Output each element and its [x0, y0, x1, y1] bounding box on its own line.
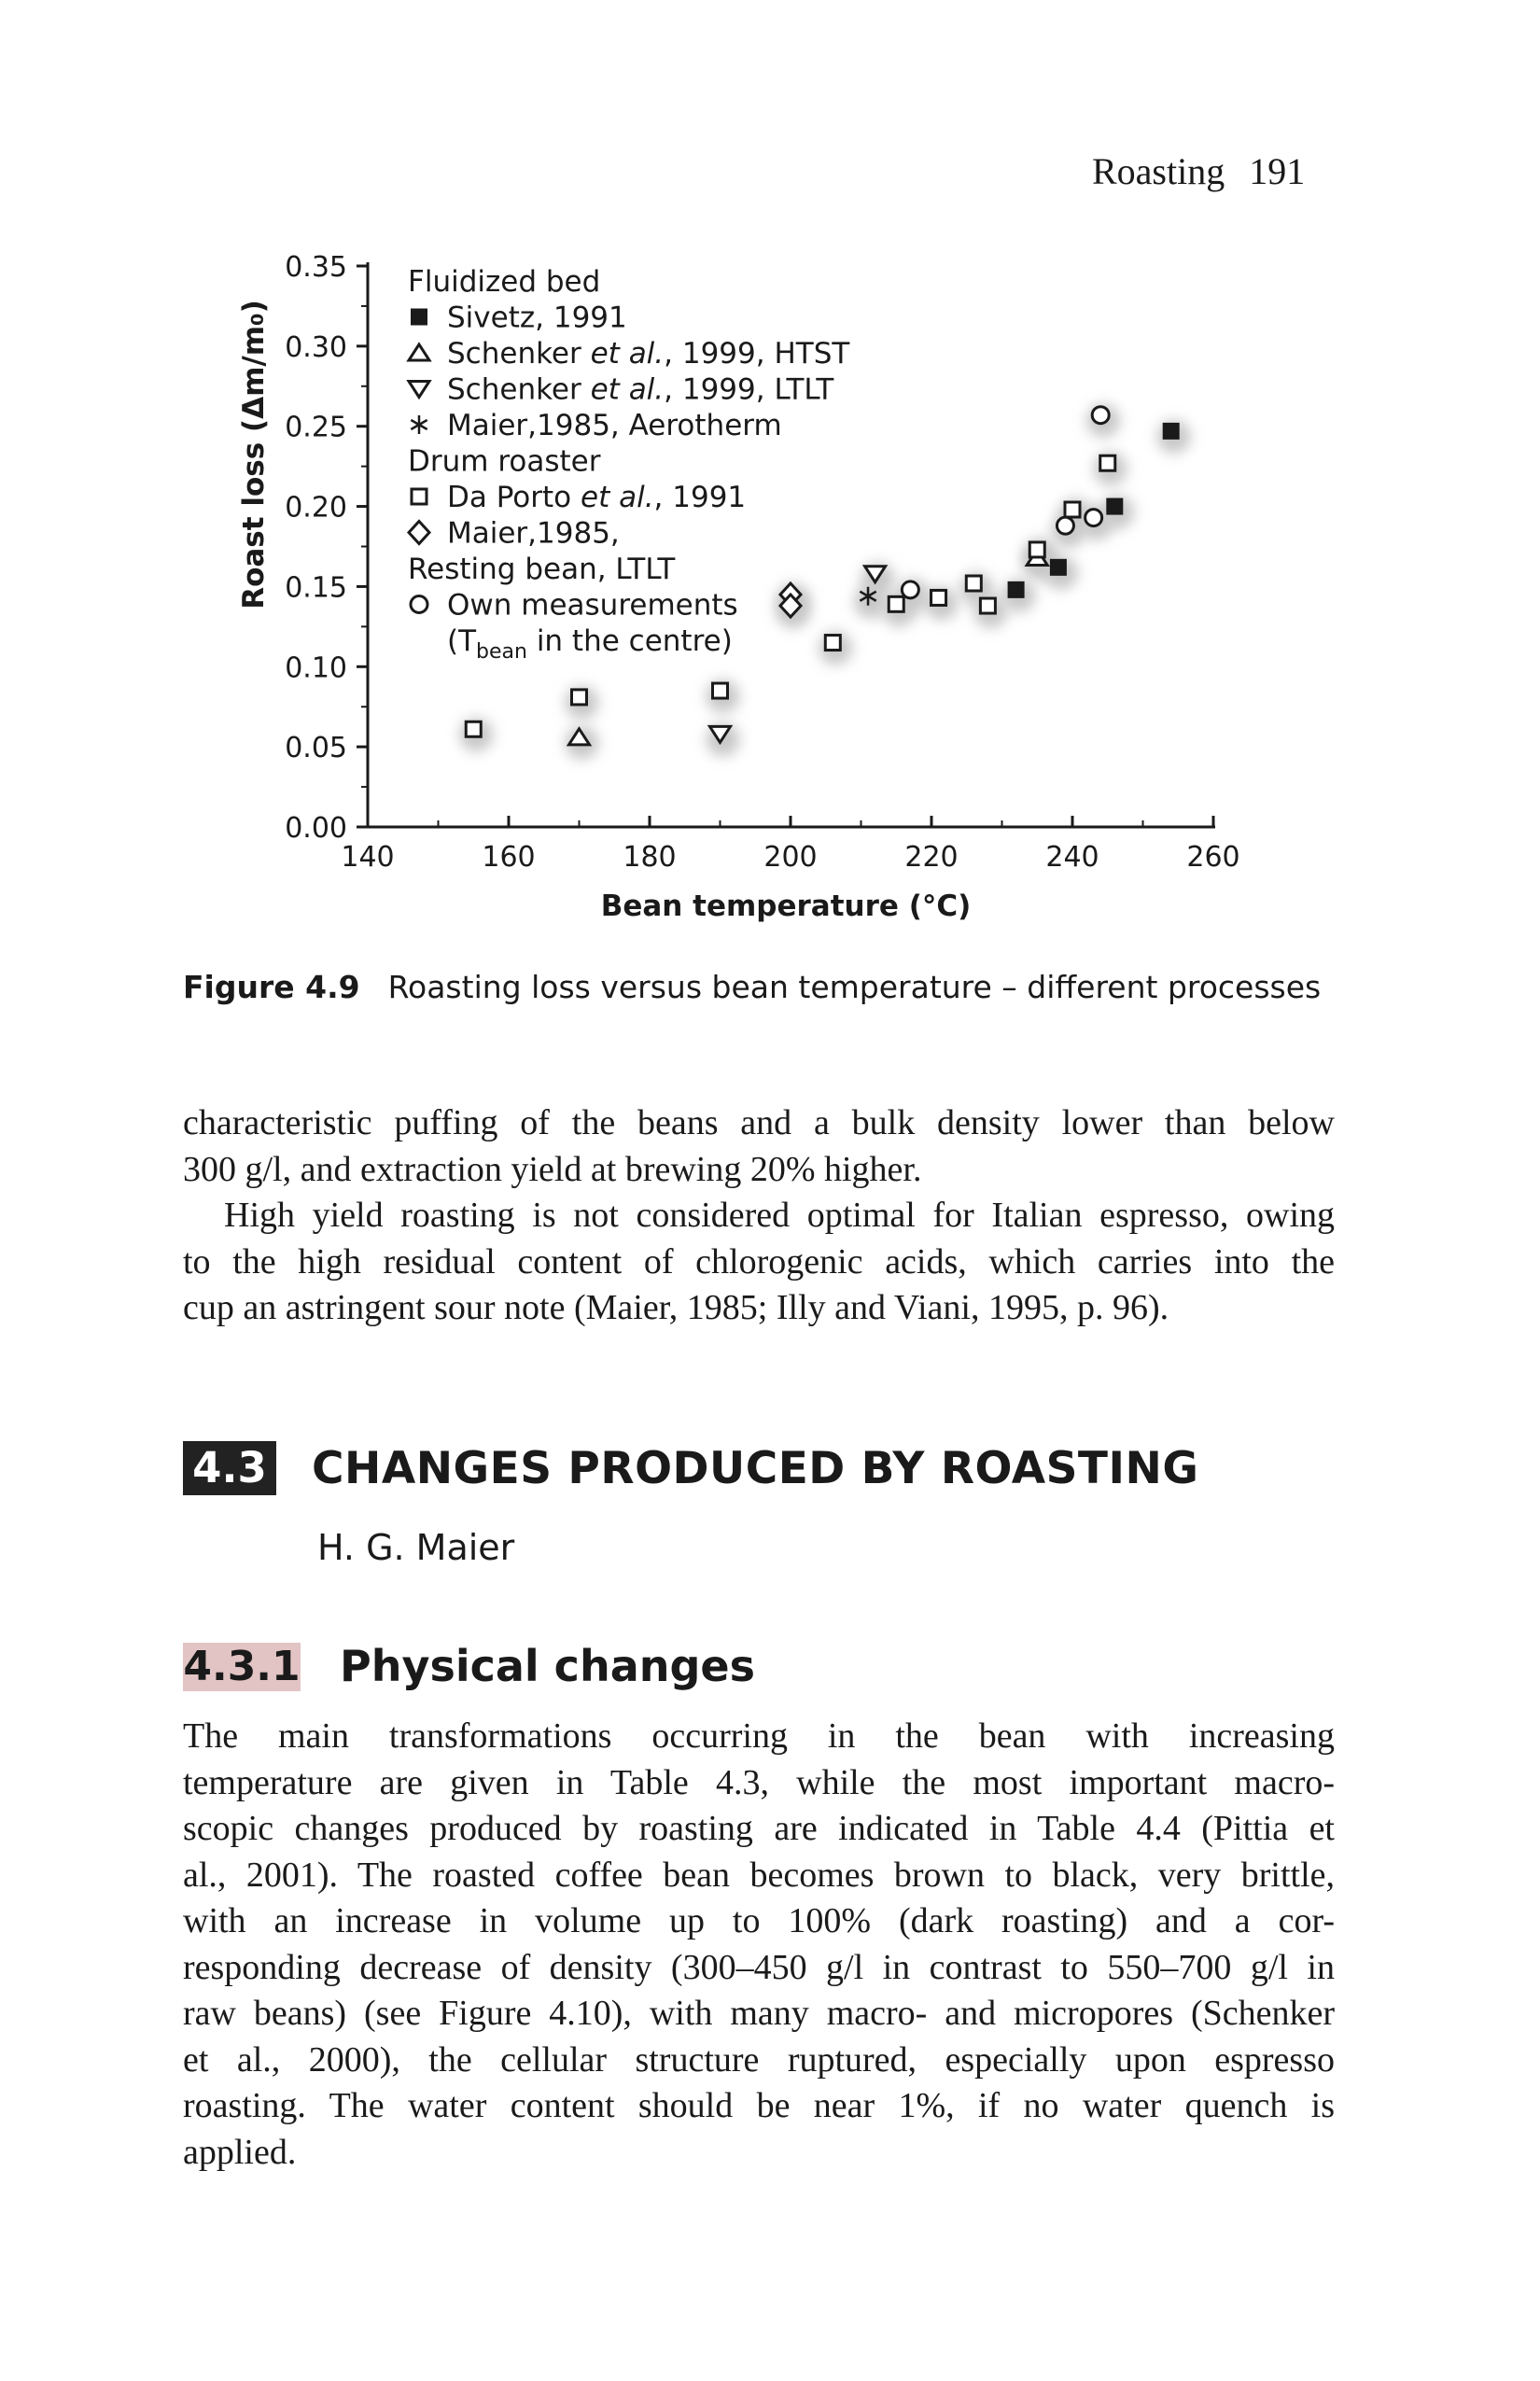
legend-entry-label: Sivetz, 1991 — [447, 301, 627, 335]
roast-loss-scatter-chart — [224, 247, 1325, 938]
legend-entry-label: Own measurements — [447, 588, 738, 623]
legend-entry-label: Maier,1985, Aerotherm — [447, 409, 782, 442]
y-tick-label: 0.20 — [285, 491, 347, 525]
data-point-open-square — [889, 596, 903, 611]
marker-halo — [854, 585, 888, 619]
data-point-open-square — [966, 576, 981, 591]
y-tick-label: 0.15 — [285, 571, 347, 605]
text-line: 300 g/l, and extraction yield at brewing 20% higher. — [183, 1149, 922, 1189]
y-tick-label: 0.10 — [285, 651, 347, 685]
data-point-circle — [1085, 510, 1102, 526]
x-tick-label: 260 — [1186, 841, 1240, 874]
text-line: responding decrease of density (300–450 g/l in contrast to 550–700 g/l in — [183, 1947, 1335, 1987]
section-number-badge: 4.3 — [183, 1441, 276, 1495]
paragraph-continuation — [183, 1100, 1335, 1193]
y-tick-label: 0.35 — [285, 251, 347, 284]
legend-marker-diamond — [409, 522, 429, 544]
legend-marker-open-square — [412, 489, 427, 504]
figure-label: Figure 4.9 — [183, 969, 360, 1005]
paragraph-espresso — [183, 1193, 1335, 1332]
legend-marker-circle — [411, 596, 427, 613]
y-tick-label: 0.00 — [285, 812, 347, 845]
page-number: 191 — [1249, 150, 1306, 192]
text-line: High yield roasting is not considered optimal for Italian espresso, owing — [224, 1196, 1335, 1235]
text-line: with an increase in volume up to 100% (dark roasting) and a cor- — [183, 1901, 1335, 1940]
data-point-open-square — [931, 590, 946, 605]
text-line: et al., 2000), the cellular structure ruptured, especially upon espresso — [183, 2039, 1335, 2080]
legend-entry-label: Schenker et al., 1999, HTST — [447, 337, 850, 371]
legend-entry-label: ($T_{bean}$ in the centre) — [447, 624, 733, 664]
data-point-circle — [1057, 517, 1073, 534]
x-tick-label: 200 — [763, 841, 818, 874]
text-line: cup an astringent sour note (Maier, 1985; Illy and Viani, 1995, p. 96). — [183, 1288, 1169, 1327]
data-point-filled-square — [1008, 581, 1025, 598]
data-point-open-square — [825, 636, 840, 651]
y-tick-label: 0.30 — [285, 330, 347, 364]
x-tick-label: 140 — [341, 841, 395, 874]
legend-group-heading: Fluidized bed — [408, 265, 601, 299]
legend-group-heading: Drum roaster — [408, 444, 601, 479]
text-line: to the high residual content of chlorogenic acids, which carries into the — [183, 1241, 1335, 1282]
y-tick-label: 0.05 — [285, 732, 347, 765]
section-title: CHANGES PRODUCED BY ROASTING — [312, 1443, 1199, 1494]
x-tick-label: 220 — [904, 841, 959, 874]
running-head-title: Roasting — [1092, 150, 1225, 192]
legend-marker-triangle-down — [409, 382, 429, 398]
legend-marker-filled-square — [411, 309, 427, 326]
y-axis-label: Roast loss (Δm/m₀) — [237, 300, 271, 609]
text-line: applied. — [183, 2132, 297, 2172]
data-point-circle — [1092, 407, 1109, 424]
text-line: raw beans) (see Figure 4.10), with many macro- and micropores (Schenker — [183, 1994, 1335, 2033]
figure-caption — [183, 969, 1321, 1005]
data-point-open-square — [713, 683, 728, 698]
legend-group-heading: Resting bean, LTLT — [408, 553, 676, 586]
text-line: roasting. The water content should be near 1%, if no water quench is — [183, 2086, 1335, 2125]
text-line: temperature are given in Table 4.3, while the most important macro- — [183, 1762, 1335, 1802]
y-tick-label: 0.25 — [285, 411, 347, 444]
legend-entry-label: Da Porto et al., 1991 — [447, 481, 747, 514]
figure-caption-text: Roasting loss versus bean temperature – different processes — [387, 969, 1322, 1005]
x-tick-label: 240 — [1045, 841, 1099, 874]
x-axis-label: Bean temperature (°C) — [600, 889, 972, 923]
data-point-filled-square — [1106, 498, 1123, 515]
data-point-open-square — [466, 721, 481, 736]
subsection-title: Physical changes — [340, 1641, 755, 1691]
data-point-circle — [902, 581, 918, 598]
subsection-number-badge: 4.3.1 — [183, 1643, 301, 1690]
legend-marker-asterisk — [411, 415, 427, 434]
text-line: characteristic puffing of the beans and a bulk density lower than below — [183, 1103, 1335, 1142]
x-tick-label: 160 — [482, 841, 536, 874]
x-tick-label: 180 — [623, 841, 677, 874]
data-point-filled-square — [1050, 559, 1067, 576]
legend-entry-label: Schenker et al., 1999, LTLT — [447, 372, 834, 407]
text-line: al., 2001). The roasted coffee bean becomes brown to black, very brittle, — [183, 1855, 1335, 1895]
data-point-open-square — [1029, 542, 1044, 557]
body-paragraph — [183, 1714, 1335, 2176]
data-point-filled-square — [1163, 423, 1180, 440]
legend-entry-label: Maier,1985, — [447, 516, 620, 551]
text-line: The main transformations occurring in the bean with increasing — [183, 1716, 1335, 1756]
text-line: scopic changes produced by roasting are indicated in Table 4.4 (Pittia et — [183, 1809, 1335, 1848]
data-point-open-square — [572, 690, 587, 705]
data-point-open-square — [1065, 502, 1080, 517]
data-point-open-square — [980, 598, 995, 613]
legend-marker-triangle-up — [409, 344, 429, 360]
section-author: H. G. Maier — [317, 1527, 515, 1568]
running-head — [1092, 149, 1305, 193]
data-point-open-square — [1100, 455, 1115, 470]
